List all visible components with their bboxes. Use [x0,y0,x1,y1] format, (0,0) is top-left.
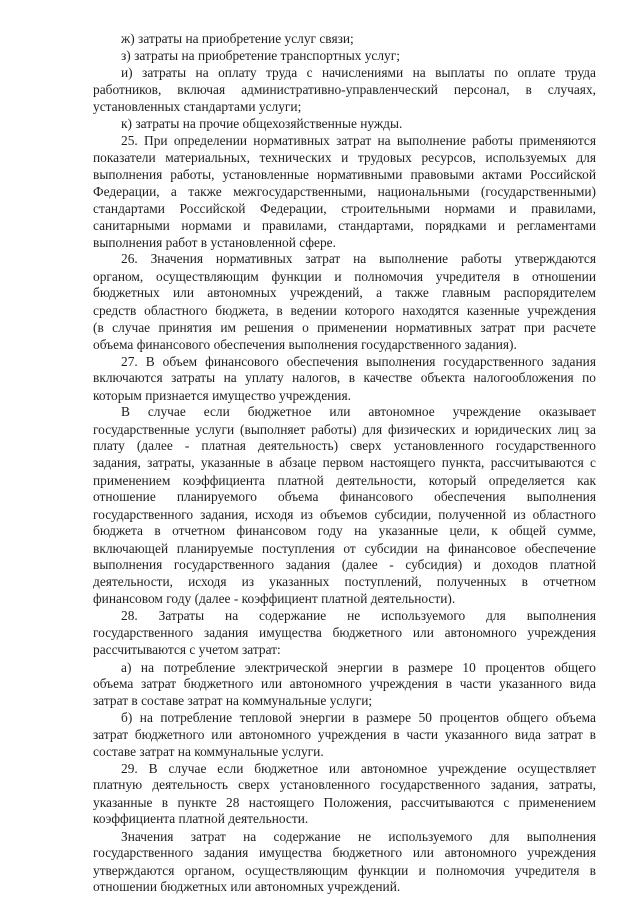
text-line: к) затраты на прочие общехозяйственные нужды. [121,116,403,131]
text-line: органом, осуществляющим функции и полномочия учредителя в отношении [93,269,596,284]
text-line: деятельности, исходя из указанных поступлений, полученных в отчетном [93,574,596,589]
text-line: установленных стандартами услуги; [93,99,302,114]
text-line: ж) затраты на приобретение услуг связи; [121,31,354,46]
text-line: средств областного бюджета, в ведении которого находятся казенные учреждения [93,303,596,318]
text-line: выполнения работы, установленные нормативными правовыми актами Российской [93,167,596,182]
text-line: бюджета в отчетном финансовом году на указанные цели, к общей сумме, [93,523,596,538]
text-line: коэффициента платной деятельности. [93,811,309,826]
text-line: з) затраты на приобретение транспортных услуг; [121,48,400,63]
text-line: включающей планируемые поступления от субсидии на финансовое обеспечение [93,541,596,556]
text-line: 27. В объем финансового обеспечения выполнения государственного задания [121,354,596,369]
text-line: рассчитываются с учетом затрат: [93,642,281,657]
text-line: платную деятельность сверх установленного государственного задания, затраты, [93,777,596,792]
text-line: бюджетных или автономных учреждений, а также главным распорядителем [93,285,596,300]
text-line: составе затрат на коммунальные услуги. [93,744,324,759]
text-line: отношении бюджетных или автономных учреждений. [93,879,401,894]
text-line: государственного задания имущества бюджетного или автономного учреждения [93,625,596,640]
text-line: затрат бюджетного или автономного учреждения в части указанного вида затрат в [93,727,596,742]
text-line: объема финансового обеспечения выполнения государственного задания). [93,337,517,352]
text-line: а) на потребление электрической энергии в размере 10 процентов общего [121,660,596,675]
text-line: затрат в составе затрат на коммунальные услуги; [93,693,373,708]
text-line: выполнения государственного задания (далее - субсидия) и доходов платной [93,557,596,572]
text-line: утверждаются органом, осуществляющим функции и полномочия учредителя в [93,863,596,878]
text-line: финансовом году (далее - коэффициент платной деятельности). [93,591,456,606]
text-line: и) затраты на оплату труда с начислениями на выплаты по оплате труда [121,65,596,80]
text-line: Значения затрат на содержание не используемого для выполнения [121,829,596,844]
text-line: санитарными нормами и правилами, стандартами, порядками и регламентами [93,218,596,233]
text-line: 25. При определении нормативных затрат на выполнение работы применяются [121,133,596,148]
text-line: которым признается имущество учреждения. [93,388,351,403]
text-line: работников, включая административно-управленческий персонал, в случаях, [93,82,596,97]
text-line: государственного задания имущества бюджетного или автономного учреждения [93,845,596,860]
text-line: применением коэффициента платной деятельности, который определяется как [93,473,596,488]
text-line: (в случае принятия им решения о применении нормативных затрат при расчете [93,320,596,335]
text-line: б) на потребление тепловой энергии в размере 50 процентов общего объема [121,710,596,725]
text-line: Федерации, а также межгосударственными, национальными (государственными) [93,184,596,199]
text-line: задания, затраты, указанные в абзаце первом настоящего пункта, рассчитываются с [93,455,596,470]
text-line: включаются затраты на уплату налогов, в качестве объекта налогообложения по [93,370,596,385]
text-line: отношение планируемого объема финансового обеспечения выполнения [93,489,596,504]
text-line: В случае если бюджетное или автономное учреждение оказывает [121,404,596,419]
text-line: указанные в пункте 28 настоящего Положения, рассчитываются с применением [93,795,596,810]
text-line: 28. Затраты на содержание не используемого для выполнения [121,608,596,623]
text-line: 26. Значения нормативных затрат на выполнение работы утверждаются [121,251,596,266]
text-line: стандартами Российской Федерации, строительными нормами и правилами, [93,201,596,216]
text-line: выполнения работ в установленной сфере. [93,235,336,250]
text-line: объема затрат бюджетного или автономного учреждения в части указанного вида [93,676,596,691]
text-line: плату (далее - платная деятельность) сверх установленного государственного [93,438,596,453]
text-line: показатели материальных, технических и трудовых ресурсов, используемых для [93,150,596,165]
text-line: государственные услуги (выполняет работы) для физических и юридических лиц за [93,422,596,437]
text-line: 29. В случае если бюджетное или автономное учреждение осуществляет [121,761,596,776]
text-line: государственного задания, исходя из объемов субсидии, полученной из областного [93,507,596,522]
